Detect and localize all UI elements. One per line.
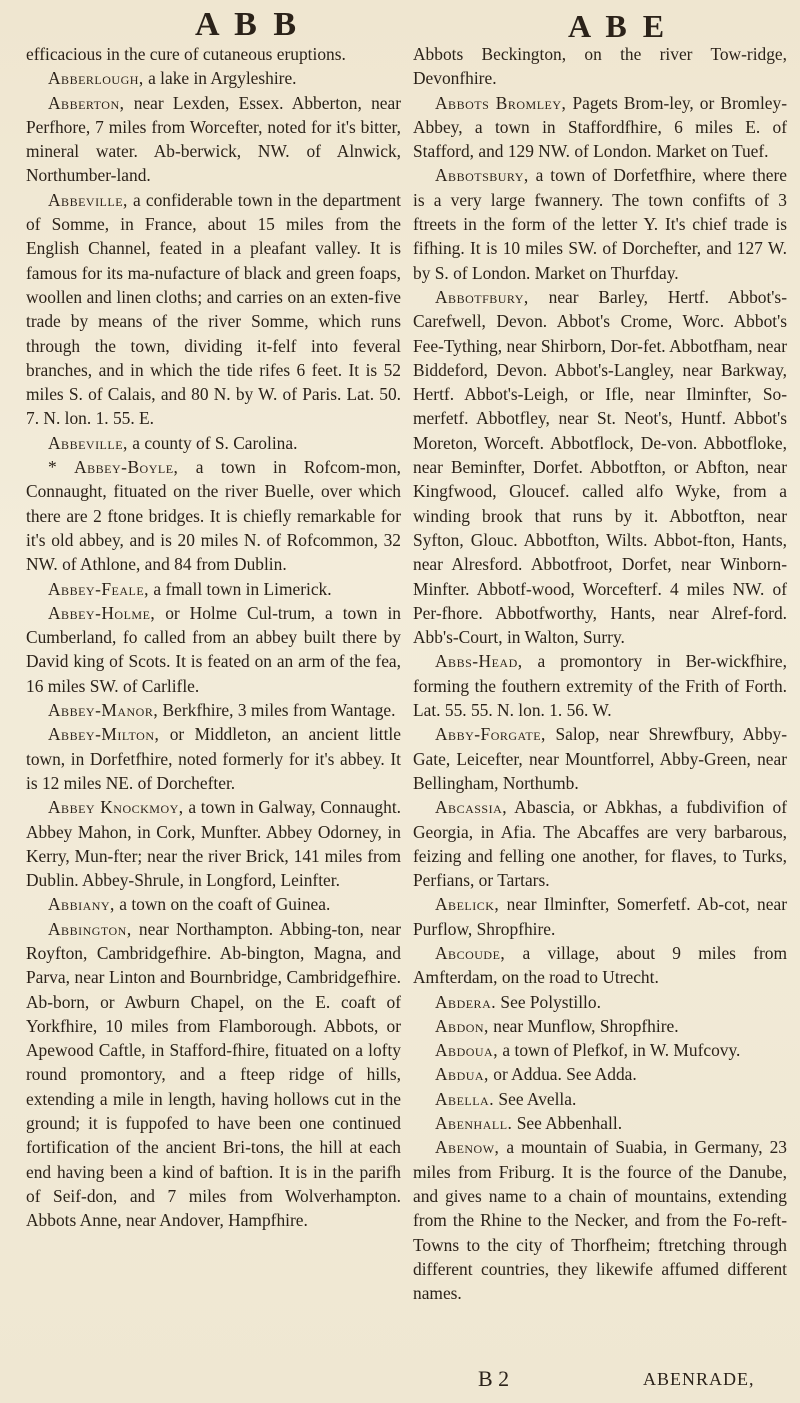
entry-headword: Abenow, — [435, 1137, 500, 1158]
entry-headword: Abcoude, — [435, 942, 506, 963]
entry-headword: Abbeville, — [48, 189, 128, 210]
gazetteer-entry — [26, 892, 401, 916]
gazetteer-entry — [413, 1038, 787, 1062]
gazetteer-entry — [413, 1111, 787, 1135]
entry-text: a town of Dorfetfhire, where there is a very large fwannery. The town confifts of 3 ftreets in the form of the letter Y. It's chief trade is fifhing. It is 10 miles SW. of Dorchefter, and 127 W. by S. of London. Market on Thurfday. — [413, 165, 787, 283]
gazetteer-entry — [26, 455, 401, 576]
entry-text: near Ilminfter, Somerfetf. Ab-cot, near Purflow, Shropfhire. — [413, 894, 787, 939]
entry-headword: Abbey-Feale, — [48, 578, 150, 599]
gazetteer-entry — [413, 990, 787, 1014]
entry-text: a lake in Argyleshire. — [143, 68, 297, 89]
entry-text: a promontory in Ber-wickfhire, forming the fouthern extremity of the Frith of Forth. Lat. 55. 55. N. lon. 1. 56. W. — [413, 651, 787, 721]
entry-text: Abascia, or Abkhas, a fubdivifion of Georgia, in Afia. The Abcaffes are very barbarous, feizing and felling one another, for flaves, to Turks, Perfians, or Tartars. — [413, 797, 787, 891]
entry-headword: Abdua, — [435, 1064, 489, 1085]
entry-text: Pagets Brom-ley, or Bromley-Abbey, a town in Staffordfhire, 6 miles E. of Stafford, and 129 NW. of London. Market on Tuef. — [413, 92, 787, 162]
entry-headword: Abcassia, — [435, 797, 508, 818]
gazetteer-entry — [413, 42, 787, 91]
running-header — [0, 6, 800, 46]
gazetteer-entry — [413, 795, 787, 892]
entry-text: Abbots Beckington, on the river Tow-ridge, Devonfhire. — [413, 44, 787, 89]
gazetteer-entry — [26, 66, 401, 90]
signature-mark: B 2 — [478, 1366, 510, 1391]
right-column — [413, 42, 787, 1392]
gazetteer-entry — [26, 722, 401, 795]
gazetteer-entry — [413, 892, 787, 941]
gazetteer-entry — [26, 42, 401, 66]
entry-headword: Abbotsbury, — [435, 165, 529, 186]
entry-text: a village, about 9 miles from Amfterdam, on the road to Utrecht. — [413, 942, 787, 988]
entry-headword: Abbey Knockmoy, — [48, 797, 184, 818]
entry-text: a town in Galway, Connaught. Abbey Mahon, in Cork, Munfter. Abbey Odorney, in Kerry, Mun-fter; near the river Brick, 141 miles from Dublin. Abbey-Shrule, in Longford, Leinfter. — [26, 797, 401, 891]
entry-headword: Abbington, — [48, 918, 132, 939]
entry-headword: * Abbey-Boyle, — [48, 457, 179, 478]
gazetteer-entry — [26, 431, 401, 455]
entry-text: near Lexden, Essex. Abberton, near Perfhore, 7 miles from Worcefter, noted for it's bitter, mineral water. Ab-berwick, NW. of Alnwick, Northumber-land. — [26, 92, 401, 186]
gazetteer-entry — [26, 188, 401, 431]
entry-text: near Barley, Hertf. Abbot's-Carefwell, Devon. Abbot's Crome, Worc. Abbot's Fee-Tything, near Shirborn, Dor-fet. Abbotfham, near Biddeford, Devon. Abbot's-Langley, near Barkway, Hertf. Abbot's-Leigh, or Ifle, near Ilminfter, So-merfetf. Abbotfley, near St. Neot's, Huntf. Abbot's Moreton, Worceft. Abbotflock, De-von. Abbotfloke, near Beminfter, Dorfet. Abbotfton, or Abfton, near Kingfwood, Gloucef. called alfo Wyke, from a winding brook that runs by it. Abbotfton, near Syfton, Glouc. Abbotfton, Wilts. Abbot-fton, Hants, near Alresford. Abbotfroot, Dorfet, near Winborn-Minfter. Abbotf-wood, Worcefterf. 4 miles NW. of Per-fhore. Abbotfworthy, Hants, near Alref-ford. Abb's-Court, in Walton, Surry. — [413, 286, 787, 648]
entry-headword: Abdera. — [435, 991, 497, 1012]
entry-text: a fmall town in Limerick. — [149, 578, 332, 599]
entry-headword: Abby-Forgate, — [435, 724, 546, 745]
entry-headword: Abbey-Holme, — [48, 602, 156, 623]
entry-headword: Abdoua, — [435, 1040, 499, 1061]
catchword: ABENRADE, — [643, 1369, 755, 1389]
entry-headword: Abbey-Manor, — [48, 700, 159, 721]
entry-headword: Abbeville, — [48, 432, 128, 453]
gazetteer-entry — [26, 698, 401, 722]
gazetteer-entry — [413, 1087, 787, 1111]
entry-text: or Holme Cul-trum, a town in Cumberland, fo called from an abbey built there by David king of Scots. It is feated on an arm of the fea, 16 miles SW. of Carlifle. — [26, 602, 401, 696]
entry-headword: Abbey-Milton, — [48, 724, 160, 745]
gazetteer-entry — [26, 917, 401, 1233]
entry-text: Berkfhire, 3 miles from Wantage. — [158, 700, 396, 721]
gazetteer-entry — [413, 1135, 787, 1305]
running-head-left: A B B — [195, 6, 301, 43]
left-column — [26, 42, 401, 1392]
entry-headword: Abbs-Head, — [435, 651, 523, 672]
entry-text: See Avella. — [494, 1088, 577, 1109]
entry-text: a confiderable town in the department of Somme, in France, about 15 miles from the English Channel, feated in a pleafant valley. It is famous for its ma-nufacture of black and green foaps, woollen and linen cloths; and carries on an exten-five trade by means of the river Somme, which runs through the town, dividing it-felf into feveral branches, and in which the tide rifes 6 feet. It is 52 miles S. of Calais, and 80 N. by W. of Paris. Lat. 50. 7. N. lon. 1. 55. E. — [26, 189, 401, 429]
running-head-right: A B E — [568, 8, 669, 44]
gazetteer-entry — [413, 91, 787, 164]
entry-text: a county of S. Carolina. — [127, 432, 298, 453]
entry-text: See Abbenhall. — [512, 1113, 623, 1134]
entry-headword: Abberton, — [48, 92, 125, 113]
entry-headword: Abelick, — [435, 894, 500, 915]
entry-headword: Abdon, — [435, 1015, 489, 1036]
entry-text: a town on the coaft of Guinea. — [114, 894, 331, 915]
gazetteer-entry — [26, 795, 401, 892]
entry-text: a town of Plefkof, in W. Mufcovy. — [498, 1040, 741, 1061]
entry-text: a mountain of Suabia, in Germany, 23 miles from Friburg. It is the fource of the Danube, and gives name to a chain of mountains, extending from the Rhine to the Necker, and from the Fo-reft-Towns to the city of Thorfheim; ftretching through different countries, they likewife affumed different names. — [413, 1137, 787, 1304]
gazetteer-entry — [26, 601, 401, 698]
gazetteer-entry — [413, 941, 787, 990]
entry-headword: Abbotfbury, — [435, 286, 529, 307]
entry-text: near Northampton. Abbing-ton, near Royfton, Cambridgefhire. Ab-bington, Magna, and Parva, near Linton and Bournbridge, Cambridgefhire. Ab-born, or Awburn Chapel, on the E. coaft of Yorkfhire, 10 miles from Flamborough. Abbots, or Apewood Caftle, in Stafford-fhire, fituated on a lofty round promontory, and a fteep ridge of hills, extending a mile in length, having hollows cut in the ground; it is fuppofed to have been one continued fortification of the ancient Bri-tons, the hill at each end having been a kind of baftion. It is in the parifh of Seif-don, and 7 miles from Wolverhampton. Abbots Anne, near Andover, Hampfhire. — [26, 918, 401, 1231]
gazetteer-entry — [413, 1062, 787, 1086]
entry-text: or Addua. See Adda. — [488, 1064, 637, 1085]
entry-text: Salop, near Shrewfbury, Abby-Gate, Leicefter, near Mountforrel, Abby-Green, near Bellingham, Northumb. — [413, 724, 787, 793]
gazetteer-entry — [413, 163, 787, 284]
entry-headword: Abenhall. — [435, 1113, 513, 1134]
entry-text: efficacious in the cure of cutaneous eruptions. — [26, 44, 346, 64]
entry-headword: Abbots Bromley, — [435, 92, 567, 113]
entry-text: or Middleton, an ancient little town, in Dorfetfhire, noted formerly for it's abbey. It is 12 miles NE. of Dorchefter. — [26, 724, 401, 793]
entry-headword: Abella. — [435, 1088, 495, 1109]
gazetteer-entry — [26, 577, 401, 601]
entry-text: a town in Rofcom-mon, Connaught, fituated on the river Buelle, over which there are 2 ftone bridges. It is chiefly remarkable for it's old abbey, and is 20 miles N. of Rofcommon, 32 NW. of Athlone, and 84 from Dublin. — [26, 457, 401, 575]
gazetteer-entry — [26, 91, 401, 188]
gazetteer-entry — [413, 649, 787, 722]
entry-text: near Munflow, Shropfhire. — [488, 1015, 679, 1036]
entry-headword: Abbiany, — [48, 894, 115, 915]
gazetteer-entry — [413, 285, 787, 649]
gazetteer-entry — [413, 1014, 787, 1038]
gazetteer-entry — [413, 722, 787, 795]
entry-headword: Abberlough, — [48, 68, 144, 89]
entry-text: See Polystillo. — [496, 991, 601, 1012]
